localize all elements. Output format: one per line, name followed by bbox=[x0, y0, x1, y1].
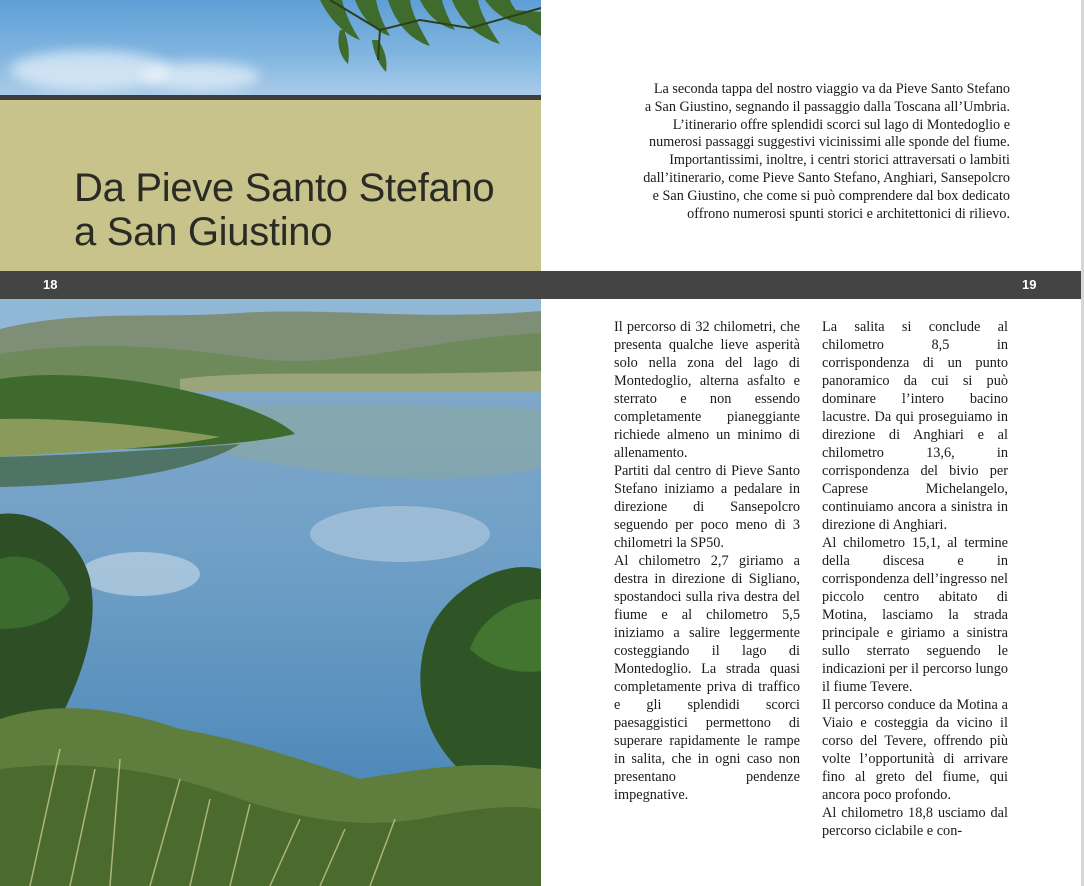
body-column-left bbox=[614, 318, 800, 804]
page-number-right: 19 bbox=[1022, 277, 1037, 292]
body-column-right bbox=[822, 318, 1008, 840]
intro-line: offrono numerosi spunti storici e architettonici di rilievo. bbox=[687, 205, 1010, 222]
body-paragraph: Al chilometro 18,8 usciamo dal percorso ciclabile e con- bbox=[822, 805, 1008, 839]
chapter-title-line-1: Da Pieve Santo Stefano bbox=[74, 166, 495, 210]
body-paragraph: La salita si conclude al chilometro 8,5 in corrispondenza di un punto panoramico da cui si può dominare l’intero bacino lacustre. Da qui proseguiamo in direzione di Anghiari e al chilometro 13,6, in corrispondenza del bivio per Caprese Michelangelo, continuiamo ancora a sinistra in direzione di Anghiari. bbox=[822, 319, 1008, 533]
page-number-left: 18 bbox=[43, 277, 58, 292]
chapter-title-line-2: a San Giustino bbox=[74, 210, 333, 254]
body-paragraph: Al chilometro 2,7 giriamo a destra in direzione di Sigliano, spostandoci sulla riva destra del fiume e al chilometro 5,5 iniziamo a salire leggermente costeggiando il lago di Montedoglio. La strada quasi completamente priva di traffico e gli splendidi scorci paesaggistici permettono di superare rapidamente le rampe in salita, che in ogni caso non presentano pendenze impegnative. bbox=[614, 553, 800, 803]
intro-line: La seconda tappa del nostro viaggio va da Pieve Santo Stefano bbox=[653, 81, 1010, 97]
page-number-band bbox=[0, 271, 1084, 299]
intro-line: numerosi passaggi suggestivi vicinissimi alle sponde del fiume. bbox=[649, 134, 1010, 151]
lake-photo bbox=[0, 299, 541, 886]
intro-paragraph bbox=[598, 81, 1010, 223]
intro-line: dall’itinerario, come Pieve Santo Stefano, Anghiari, Sansepolcro bbox=[643, 169, 1010, 186]
title-box bbox=[0, 100, 541, 271]
intro-line: e San Giustino, che come si può comprendere dal box dedicato bbox=[652, 187, 1010, 204]
intro-line: L’itinerario offre splendidi scorci sul lago di Montedoglio e bbox=[672, 116, 1010, 133]
intro-line: a San Giustino, segnando il passaggio dalla Toscana all’Umbria. bbox=[644, 98, 1010, 115]
lake-photo-image bbox=[0, 299, 541, 886]
body-paragraph: Il percorso di 32 chilometri, che presenta qualche lieve asperità solo nella zona del lago di Montedoglio, alterna asfalto e sterrato e non essendo completamente pianeggiante richiede almeno un minimo di allenamento. bbox=[614, 319, 800, 461]
sky-photo bbox=[0, 0, 541, 95]
chapter-title bbox=[74, 166, 494, 254]
body-paragraph: Il percorso conduce da Motina a Viaio e costeggia da vicino il corso del Tevere, offrendo più volte l’opportunità di arrivare fino al greto del fiume, qui ancora poco profondo. bbox=[822, 697, 1008, 803]
body-paragraph: Al chilometro 15,1, al termine della discesa e in corrispondenza dell’ingresso nel piccolo centro abitato di Motina, lasciamo la strada principale e giriamo a sinistra sullo sterrato seguendo le indicazioni per il percorso lungo il fiume Tevere. bbox=[822, 535, 1008, 695]
intro-line: Importantissimi, inoltre, i centri storici attraversati o lambiti bbox=[669, 152, 1010, 169]
body-paragraph: Partiti dal centro di Pieve Santo Stefano iniziamo a pedalare in direzione di Sansepolcro seguendo per poco meno di 3 chilometri la SP50. bbox=[614, 463, 800, 551]
